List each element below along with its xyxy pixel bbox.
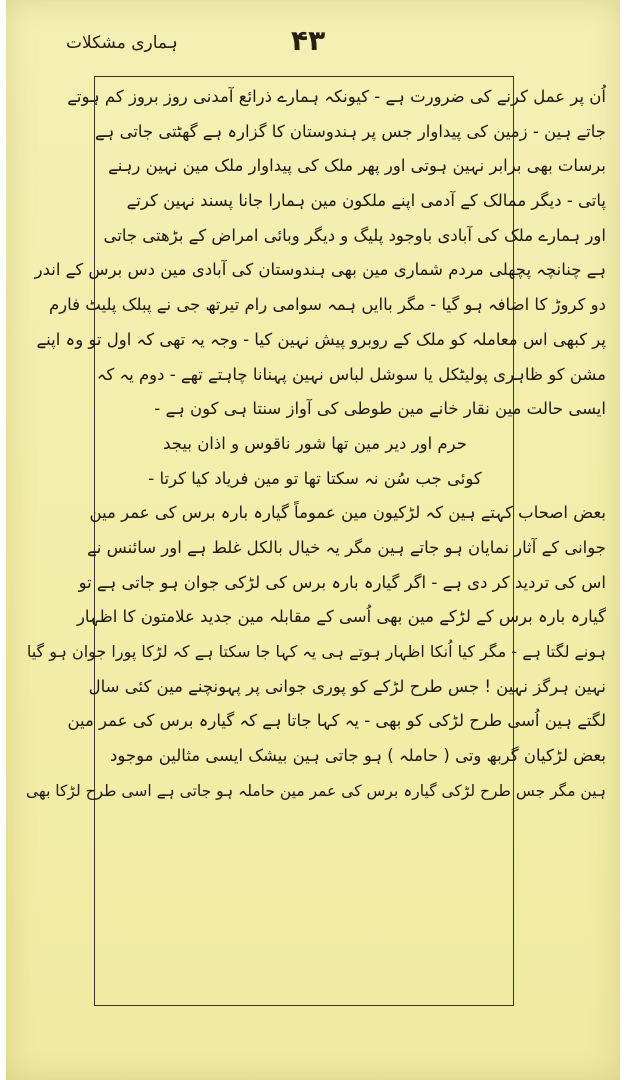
text-line: بعض لڑکیان گربھ وتی ( حاملہ ) ہو جاتی ہین بیشک ایسی مثالین موجود [110, 746, 606, 766]
text-line: گیارہ بارہ برس کے لڑکے مین بھی اُسی کے مقابلہ مین جدید علامتون کا اظہار [76, 607, 606, 627]
text-line: بعض اصحاب کہتے ہین کہ لڑکیون مین عموماً گیارہ بارہ برس کی عمر مین [89, 503, 606, 523]
text-line: دو کروڑ کا اضافہ ہو گیا - مگر باایں ہمہ سوامی رام تیرتھ جی نے پبلک پلیٹ فارم [48, 295, 606, 315]
text-line: لگتے ہین اُسی طرح لڑکی کو بھی - یہ کہا جاتا ہے کہ گیارہ برس کی عمر مین [67, 711, 606, 731]
text-line: پاتی - دیگر ممالک کے آدمی اپنے ملکون مین ہمارا جانا پسند نہین کرتے [126, 191, 606, 211]
text-line: اس کی تردید کر دی ہے - اگر گیارہ بارہ برس کی لڑکی جوان ہو جاتی ہے تو [78, 572, 606, 592]
text-line: برسات بھی برابر نہین ہوتی اور پھر ملک کی پیداوار ملک مین نہین رہنے [108, 156, 606, 176]
text-line: ہونے لگتا ہے - مگر کیا اُنکا اظہار ہوتے ہی یہ کہا جا سکتا ہے کہ لڑکا پورا جوان ہو گیا [26, 642, 606, 661]
text-line: جاتے ہین - زمین کی پیداوار جس پر ہندوستان کا گزارہ ہے گھٹتی جاتی ہے [94, 121, 606, 141]
text-line: اور ہمارے ملک کی آبادی باوجود پلیگ و دیگر وبائی امراض کے بڑھتی جاتی [103, 225, 606, 245]
text-line: ہے چنانچہ پچھلی مردم شماری مین بھی ہندوستان کی آبادی مین دس برس کے اندر [34, 260, 606, 280]
verse-line: حرم اور دیر مین تھا شور ناقوس و اذان بیجد [163, 433, 467, 453]
text-line: اُن پر عمل کرنے کی ضرورت ہے - کیونکہ ہمارے ذرائع آمدنی روز بروز کم ہوتے [67, 87, 606, 106]
running-head: ہماری مشکلات [66, 33, 178, 53]
page-number: ۴۳ [291, 24, 326, 57]
body-text [20, 80, 610, 808]
text-line: پر کبھی اس معاملہ کو ملک کے روبرو پیش نہین کیا - وجہ یہ تھی کہ اول تو وہ اپنے [36, 329, 606, 349]
text-line: مشن کو ظاہری پولیٹکل یا سوشل لباس نہین پہنانا چاہتے تھے - دوم یہ کہ [96, 364, 606, 384]
text-line: جوانی کے آثار نمایان ہو جاتے ہین مگر یہ خیال بالکل غلط ہے اور سائنس نے [87, 537, 606, 557]
text-line: ایسی حالت مین نقار خانے مین طوطی کی آواز سنتا ہی کون ہے - [154, 399, 606, 419]
verse-line: کوئی جب سُن نہ سکتا تھا تو مین فریاد کیا کرتا - [148, 468, 482, 488]
text-line: نہین ہرگز نہین ! جس طرح لڑکے کو پوری جوانی پر پہونچنے مین کئی سال [88, 676, 606, 696]
text-line: ہین مگر جس طرح لڑکی گیارہ برس کی عمر مین حاملہ ہو جاتی ہے اسی طرح لڑکا بھی [26, 781, 606, 800]
